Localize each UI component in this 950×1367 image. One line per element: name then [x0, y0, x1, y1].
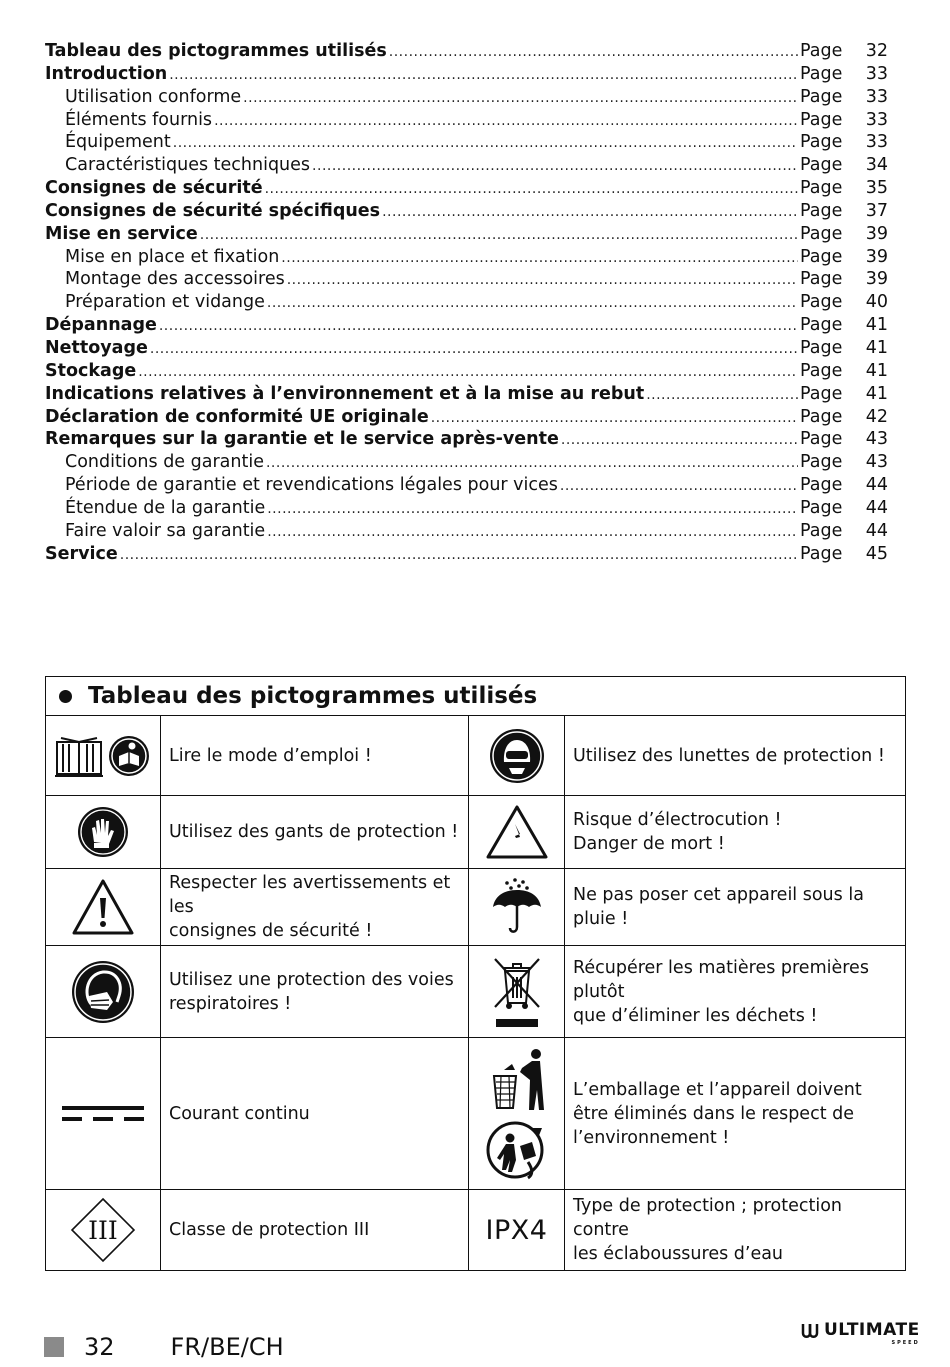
toc-entry[interactable] [45, 200, 888, 223]
page-marker-square [44, 1337, 64, 1357]
pictogram-table [45, 676, 906, 1271]
toc-entry-title: Préparation et vidange [65, 292, 265, 313]
toc-entry-title: Équipement [65, 132, 171, 153]
toc-page-label: Page [800, 86, 843, 107]
toc-entry[interactable] [45, 406, 888, 429]
toc-page-number: 45 [865, 543, 888, 564]
toc-leader-dots [267, 292, 798, 315]
toc-page-number: 35 [865, 178, 888, 199]
toc-entry[interactable] [45, 131, 888, 154]
toc-leader-dots [159, 315, 798, 338]
page-footer [44, 1333, 284, 1361]
pictogram-desc: Type de protection ; protection contre les éclaboussures d’eau [573, 1196, 843, 1264]
pictogram-desc: Utilisez une protection des voies respiratoires ! [169, 969, 454, 1014]
protection-class-iii-icon [46, 1190, 161, 1270]
pictogram-row [46, 1190, 905, 1270]
toc-page-number: 41 [865, 383, 888, 404]
toc-page-number: 32 [865, 41, 888, 61]
toc-page-number: 39 [865, 269, 888, 290]
toc-entry-title: Dépannage [45, 315, 157, 336]
toc-leader-dots [243, 87, 798, 110]
toc-page-label: Page [800, 41, 843, 61]
toc-entry[interactable] [45, 474, 888, 497]
toc-entry[interactable] [45, 268, 888, 291]
no-rain-umbrella-icon [468, 869, 565, 945]
recycle-person-icon [488, 1123, 542, 1178]
toc-leader-dots [646, 384, 798, 407]
toc-entry[interactable] [45, 86, 888, 109]
toc-page-label: Page [800, 406, 843, 427]
toc-page-number: 43 [865, 452, 888, 473]
toc-page-label: Page [800, 315, 843, 336]
recycling-disposal-icon [468, 1038, 565, 1189]
toc-entry-title: Mise en place et fixation [65, 246, 280, 267]
toc-entry[interactable] [45, 291, 888, 314]
toc-leader-dots [287, 269, 798, 292]
toc-leader-dots [120, 544, 798, 567]
brand-mark-icon [800, 1320, 820, 1340]
toc-leader-dots [138, 361, 798, 384]
toc-entry-title: Tableau des pictogrammes utilisés [45, 41, 387, 61]
toc-page-label: Page [800, 520, 843, 541]
toc-page-label: Page [800, 63, 843, 84]
pictogram-desc: Courant continu [169, 1103, 310, 1124]
pictogram-desc: L’emballage et l’appareil doivent être éliminés dans le respect de l’environnement ! [573, 1079, 862, 1148]
pictogram-desc: Classe de protection III [169, 1220, 370, 1240]
toc-entry-title: Introduction [45, 63, 168, 84]
toc-page-number: 33 [865, 86, 888, 107]
respiratory-mask-icon [46, 946, 161, 1037]
toc-leader-dots [389, 41, 798, 64]
toc-page-label: Page [800, 109, 843, 130]
pictogram-desc: Ne pas poser cet appareil sous la pluie ! [573, 885, 864, 929]
toc-leader-dots [267, 498, 798, 521]
toc-page-number: 41 [865, 315, 888, 336]
pictogram-row [46, 796, 905, 869]
page-number: 32 [84, 1333, 115, 1361]
toc-page-number: 42 [865, 406, 888, 427]
toc-page-number: 44 [865, 497, 888, 518]
toc-page-number: 44 [865, 520, 888, 541]
toc-entry-title: Conditions de garantie [65, 452, 264, 473]
toc-page-number: 39 [865, 223, 888, 244]
toc-page-number: 34 [865, 155, 888, 176]
toc-entry[interactable] [45, 177, 888, 200]
protective-gloves-icon [46, 796, 161, 868]
ipx4-label [468, 1190, 565, 1270]
toc-entry-title: Étendue de la garantie [65, 497, 266, 518]
toc-page-number: 37 [865, 200, 888, 221]
safety-goggles-icon [468, 716, 565, 795]
toc-entry[interactable] [45, 314, 888, 337]
toc-entry[interactable] [45, 543, 888, 566]
toc-page-label: Page [800, 178, 843, 199]
pictogram-desc: Lire le mode d’emploi ! [169, 745, 372, 766]
toc-entry-title: Période de garantie et revendications légales pour vices [65, 475, 558, 496]
toc-leader-dots [281, 247, 798, 270]
toc-page-label: Page [800, 292, 843, 313]
toc-leader-dots [173, 132, 798, 155]
pictogram-desc: Risque d’électrocution ! Danger de mort ! [573, 810, 782, 854]
pictogram-row [46, 716, 905, 796]
bullet-icon [59, 690, 72, 703]
toc-page-label: Page [800, 475, 843, 496]
tidyman-icon [494, 1049, 544, 1110]
toc-page-number: 40 [865, 292, 888, 313]
toc-entry[interactable] [45, 451, 888, 474]
pictogram-desc: Récupérer les matières premières plutôt que d’éliminer les déchets ! [573, 957, 869, 1026]
toc-entry[interactable] [45, 337, 888, 360]
pictogram-row [46, 1038, 905, 1190]
pictogram-desc: Utilisez des gants de protection ! [169, 822, 459, 842]
toc-entry-title: Utilisation conforme [65, 86, 242, 107]
toc-leader-dots [431, 407, 798, 430]
direct-current-icon [46, 1038, 161, 1189]
toc-page-label: Page [800, 543, 843, 564]
toc-page-label: Page [800, 132, 843, 153]
toc-page-number: 39 [865, 246, 888, 267]
toc-page-label: Page [800, 223, 843, 244]
toc-page-label: Page [800, 452, 843, 473]
toc-entry[interactable] [45, 497, 888, 520]
manual-read-icon [46, 716, 161, 795]
toc-entry[interactable] [45, 154, 888, 177]
toc-entry-title: Consignes de sécurité spécifiques [45, 200, 381, 221]
toc-entry-title: Mise en service [45, 223, 198, 244]
language-code: FR/BE/CH [170, 1333, 284, 1361]
toc-page-label: Page [800, 246, 843, 267]
toc-page-label: Page [800, 337, 843, 358]
toc-entry-title: Déclaration de conformité UE originale [45, 406, 429, 427]
section-heading: Tableau des pictogrammes utilisés [88, 683, 538, 709]
toc-entry-title: Service [45, 543, 118, 564]
toc-entry[interactable] [45, 360, 888, 383]
toc-leader-dots [265, 178, 798, 201]
toc-entry-title: Stockage [45, 360, 137, 381]
toc-entry[interactable] [45, 383, 888, 406]
toc-leader-dots [169, 64, 798, 87]
class-iii-label: III [88, 1216, 118, 1245]
toc-entry[interactable] [45, 40, 888, 63]
toc-entry-title: Faire valoir sa garantie [65, 520, 266, 541]
electric-shock-warning-icon [468, 796, 565, 868]
table-of-contents [45, 40, 888, 565]
pictogram-table-title [46, 677, 905, 716]
toc-page-number: 41 [865, 360, 888, 381]
brand-name: ULTIMATE [824, 1320, 920, 1340]
toc-entry[interactable] [45, 520, 888, 543]
toc-page-number: 43 [865, 429, 888, 450]
toc-leader-dots [266, 452, 798, 475]
toc-entry[interactable] [45, 63, 888, 86]
toc-entry-title: Montage des accessoires [65, 269, 285, 290]
toc-entry-title: Consignes de sécurité [45, 178, 263, 199]
toc-page-label: Page [800, 429, 843, 450]
toc-leader-dots [312, 155, 798, 178]
pictogram-desc: Utilisez des lunettes de protection ! [573, 745, 885, 766]
toc-page-number: 41 [865, 337, 888, 358]
toc-page-label: Page [800, 383, 843, 404]
toc-entry[interactable] [45, 428, 888, 451]
general-warning-icon [46, 869, 161, 945]
pictogram-row [46, 869, 905, 946]
brand-subtitle: SPEED [891, 1340, 920, 1346]
toc-leader-dots [560, 475, 798, 498]
toc-page-label: Page [800, 360, 843, 381]
toc-entry-title: Caractéristiques techniques [65, 155, 311, 176]
toc-page-label: Page [800, 200, 843, 221]
toc-page-label: Page [800, 269, 843, 290]
toc-leader-dots [561, 429, 798, 452]
toc-entry[interactable] [45, 109, 888, 132]
toc-page-number: 33 [865, 109, 888, 130]
pictogram-row [46, 946, 905, 1038]
toc-entry[interactable] [45, 223, 888, 246]
toc-page-number: 33 [865, 132, 888, 153]
toc-page-number: 44 [865, 475, 888, 496]
toc-entry[interactable] [45, 246, 888, 269]
toc-entry-title: Remarques sur la garantie et le service après-vente [45, 429, 559, 450]
toc-leader-dots [214, 110, 798, 133]
toc-page-label: Page [800, 497, 843, 518]
pictogram-desc: Respecter les avertissements et les consignes de sécurité ! [169, 873, 451, 941]
crossed-bin-icon [468, 946, 565, 1037]
toc-page-number: 33 [865, 63, 888, 84]
toc-leader-dots [200, 224, 798, 247]
toc-leader-dots [267, 521, 798, 544]
toc-entry-title: Éléments fournis [65, 109, 213, 130]
toc-leader-dots [150, 338, 798, 361]
toc-entry-title: Nettoyage [45, 337, 148, 358]
toc-entry-title: Indications relatives à l’environnement et à la mise au rebut [45, 383, 645, 404]
toc-page-label: Page [800, 155, 843, 176]
toc-leader-dots [382, 201, 798, 224]
ipx4-text: IPX4 [485, 1214, 548, 1246]
brand-logo [800, 1320, 920, 1346]
